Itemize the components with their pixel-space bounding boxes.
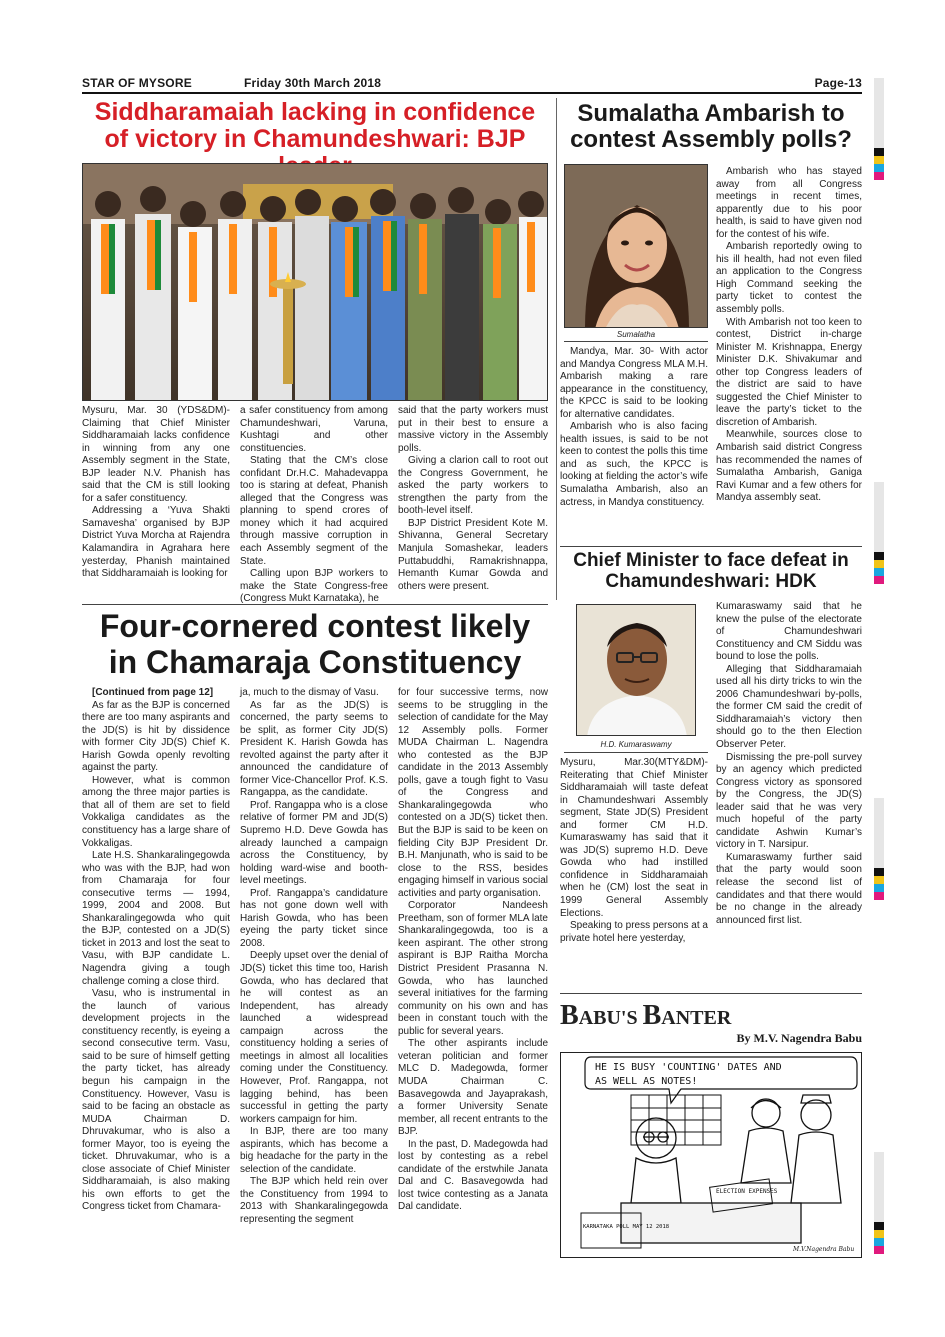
column-separator [556, 98, 557, 600]
story4-headline: Four-cornered contest likely in Chamaraja Constituency [99, 608, 531, 680]
paragraph: Kumaraswamy said that he knew the pulse of the electorate of Chamundeshwari Constituency and CM Siddu was bound to lose the polls. [716, 601, 862, 663]
paragraph: Prof. Rangappa’s candidature has not gone down well with Harish Gowda, who has been eyeing the party ticket since 2008. [240, 887, 388, 949]
paragraph: said that the party workers must put in their best to ensure a massive victory in the Assembly polls. [398, 405, 548, 454]
paragraph: Prof. Rangappa who is a close relative of former PM and JD(S) Supremo H.D. Deve Gowda has already launched a campaign across the Constituency, by holding ward-wise and booth-level meetings. [240, 799, 388, 887]
story4-col2 [240, 687, 388, 1227]
paragraph: Corporator Nandeesh Preetham, son of former MLA late Shankaralingegowda, too is a keen aspirant. The other strong aspirant is BJP Raitha Morcha District President Prasanna N. Gowda, who has launched several initiatives for the farming community on his own and has been in constant touch with the public for several years. [398, 900, 548, 1037]
story1-col3 [398, 405, 548, 593]
story4-col1 [82, 687, 230, 1214]
paragraph: Vasu, who is instrumental in the launch of various development projects in the constituency recently, is eyeing a second consecutive term. Vasu, said to be sure of himself getting the party ticket, has already begun his campaign in the Constituency. However, Vasu is said to be facing an obstacle as MUDA Chairman D. Dhruvakumar, who is also a former Mayor, too is eyeing the ticket. Dhruvakumar, who is a close associate of Chief Minister Siddharamaiah, is also making his own efforts to get the Congress ticket from Chamara- [82, 988, 230, 1213]
paragraph: ja, much to the dismay of Vasu. [240, 687, 379, 698]
story2-col-right [716, 166, 862, 505]
bjp-event-photo [82, 163, 548, 401]
paragraph: Giving a clarion call to root out the Congress Government, he asked the party workers to strengthen the party from the booth-level itself. [398, 455, 548, 517]
story-separator [560, 546, 862, 547]
page-number: Page-13 [814, 76, 862, 90]
story3-col-left [560, 757, 708, 945]
story3-headline: Chief Minister to face defeat in Chamundeshwari: HDK [573, 550, 849, 592]
sumalatha-portrait [565, 165, 708, 328]
caption-rule [564, 752, 708, 753]
paragraph: Mysuru, Mar. 30 (YDS&DM)- Claiming that Chief Minister Siddharamaiah lacks confidence in winning from any one Assembly segment in the State, BJP leader N.V. Phanish has said that the CM is still looking for a safer constituency. [82, 405, 230, 504]
kumaraswamy-photo [576, 604, 696, 736]
cartoon-box-label: ELECTION EXPENSES [716, 1188, 778, 1195]
banter-title [560, 1000, 731, 1032]
story3-col-right [716, 601, 862, 927]
paragraph: However, what is common among the three major parties is that all of them are set to field Vokkaliga candidates as the constituency has a large share of Vokkaligas. [82, 774, 230, 849]
paragraph: Late H.S. Shankaralingegowda who was with the BJP, had won from Chamaraja for four consecutive terms — 1994, 1999, 2004 and 2008. But Shankaralingegowda who quit the BJP, contested on a JD(S) ticket in 2013 and lost the seat to Vasu, with BJP candidate L. Nagendra giving a tough challenge coming a close third. [82, 850, 230, 987]
paragraph: Ambarish who is also facing health issues, is said to be not keen to contest the polls this time and as such, the KPCC is looking at fielding the actor’s wife Sumalatha Ambarish, also an actress, in Mandya constituency. [560, 421, 708, 508]
paragraph: Meanwhile, sources close to Ambarish said district Congress has recommended the names of Sumalatha Ambarish, Ganiga Ravi Kumar and a few others for Mandya assembly seat. [716, 429, 862, 504]
paragraph: Deeply upset over the denial of JD(S) ticket this time too, Harish Gowda, who has declared that he will contest as an Independent, has already launched a widespread campaign across the constituency holding a series of meetings in almost all localities coming under the Constituency. However, Prof. Rangappa, not lagging behind, has been successful in getting the party workers campaign for him. [240, 950, 388, 1125]
banter-byline: By M.V. Nagendra Babu [736, 1031, 862, 1045]
paragraph: Ambarish who has stayed away from all Congress meetings in recent times, apparently due to his poor health, is said to have given nod for the contest of his wife. [716, 166, 862, 240]
paragraph: In the past, D. Madegowda had lost by contesting as a rebel candidate of the erstwhile Janata Dal and C. Basavegowda had lost twice contesting as a Janata Dal candidate. [398, 1138, 548, 1213]
masthead [82, 74, 862, 94]
paragraph: Alleging that Siddharamaiah used all his dirty tricks to win the 2006 Chamundeshwari by-polls, the former CM said the credit of Siddharamaiah’s victory then should go to the then Election Observer Peter. [716, 663, 862, 751]
story-separator [560, 993, 862, 994]
paragraph: Mysuru, Mar.30(MTY&DM)- Reiterating that Chief Minister Siddharamaiah will taste defeat in Chamundeshwari Assembly segment, State JD(S) President and former CM H.D. Kumaraswamy has said that it was JD(S) supremo H.D. Deve Gowda who had instilled confidence in Siddharamaiah when he (CM) lost the seat in 1999 General Assembly Elections. [560, 757, 708, 919]
banter-title-initial: B [560, 1000, 579, 1031]
newspaper-name: STAR OF MYSORE [82, 76, 192, 90]
masthead-rule [82, 92, 862, 94]
paragraph: a safer constituency from among Chamundeshwari, Varuna, Kushtagi and other constituencies. [240, 405, 388, 454]
caption-rule [564, 341, 708, 342]
paragraph: for four successive terms, now seems to be struggling in the selection of candidate for the May 12 Assembly polls. Former MUDA Chairman L. Nagendra who contested as the BJP candidate in the 2013 Assembly polls, gave a tough fight to Vasu of the Congress and Shankaralingegowda who contested on a JD(S) ticket then. But the BJP is said to be keen on fielding City BJP President Dr. B.H. Manjunath, who is said to be close to the RSS, besides engaging himself in various social activities and party organisation. [398, 687, 548, 899]
registration-marks-3 [874, 798, 884, 900]
paragraph: Calling upon BJP workers to make the State Congress-free (Congress Mukt Karnataka), he [240, 568, 388, 605]
paragraph: As far as the BJP is concerned there are too many aspirants and the JD(S) is hit by dissidence with former City JD(S) Chief K. Harish Gowda openly revolting against the party. [82, 699, 230, 774]
cartoon-speech-line-1: HE IS BUSY 'COUNTING' DATES AND [595, 1062, 782, 1073]
sumalatha-caption: Sumalatha [616, 330, 656, 339]
registration-marks-2 [874, 482, 884, 584]
story1-headline: Siddharamaiah lacking in confidence of victory in Chamundeshwari: BJP [94, 98, 536, 153]
paragraph: Mandya, Mar. 30- With actor and Mandya Congress MLA M.H. Ambarish making a rare appearance in the constituency, the KPCC is said to be looking for alternative candidates. [560, 346, 708, 420]
paragraph: In BJP, there are too many aspirants, which has become a big headache for the party in the selection of the candidate. [240, 1126, 388, 1175]
bjp-event-illustration [83, 164, 548, 401]
story2-headline: Sumalatha Ambarish to contest Assembly polls? [570, 100, 852, 153]
paragraph: Speaking to press persons at a private hotel here yesterday, [560, 920, 708, 944]
paragraph: The other aspirants include veteran politician and former MLC D. Madegowda, former MUDA Chairman C. Basavegowda and Jayaprakash, a former University Senate member, all recent entrants to the BJP. [398, 1038, 548, 1138]
story1-col2 [240, 405, 388, 606]
paragraph: Stating that the CM’s close confidant Dr.H.C. Mahadevappa too is staring at defeat, Phanish alleged that the Congress was planning to spend crores of money which it had acquired through massive corruption in each Assembly segment of the State. [240, 455, 388, 567]
registration-marks-1 [874, 78, 884, 180]
sumalatha-photo [564, 164, 708, 328]
banter-title-initial: B [642, 1000, 662, 1031]
story1-col1 [82, 405, 230, 581]
cartoon-signature: M.V.Nagendra Babu [793, 1246, 855, 1253]
paragraph: With Ambarish not too keen to contest, District in-charge Minister M. Krishnappa, Energy Minister D.K. Shivakumar and other top Congress leaders of the district are said to have suggested the Chief Minister to leave the party’s ticket to the discretion of Ambarish. [716, 316, 862, 428]
kumaraswamy-portrait [577, 605, 696, 736]
cartoon-calendar-label: KARNATAKA POLL MAY 12 2018 [583, 1224, 670, 1230]
banter-title-part: ANTER [661, 1007, 732, 1029]
paragraph: Kumaraswamy further said that the party would soon release the second list of candidates and that there would be no change in the already announced first list. [716, 851, 862, 926]
paragraph: Addressing a ‘Yuva Shakti Samavesha’ organised by BJP District Yuva Morcha at Rajendra Kalamandira in Agrahara here yesterday, Phanish maintained that Siddharamaiah is looking for [82, 505, 230, 580]
story2-col-left [560, 346, 708, 509]
paragraph: As far as the JD(S) is concerned, the party seems to be split, as former City JD(S) President K. Harish Gowda has revolted against the party after it announced the candidature of former Vice-Chancellor Prof. K.S. Rangappa, as the candidate. [240, 699, 388, 799]
registration-marks-4 [874, 1152, 884, 1254]
story4-col3 [398, 687, 548, 1214]
continued-note: [Continued from page 12] [92, 687, 214, 698]
issue-date: Friday 30th March 2018 [244, 76, 382, 90]
paragraph: Ambarish reportedly owing to his ill health, had not even filed an application to the Congress High Command seeking the party ticket to contest the assembly polls. [716, 241, 862, 316]
cartoon-drawing [561, 1053, 862, 1258]
paragraph: Dismissing the pre-poll survey by an agency which predicted Congress victory as sponsored by the Congress, the JD(S) leader said that he was very much hopeful of the party candidate Ashwin Kumar’s victory in T. Narsipur. [716, 751, 862, 851]
paragraph: The BJP which held rein over the Constituency from 1994 to 2013 with Shankaralingegowda representing the segment [240, 1176, 388, 1225]
kumaraswamy-caption: H.D. Kumaraswamy [600, 740, 672, 749]
paragraph: BJP District President Kote M. Shivanna, General Secretary Manjula Somashekar, leaders Puttabuddhi, Ramakrishnappa, Hemanth Kumar Gowda and others were present. [398, 517, 548, 592]
banter-cartoon [560, 1052, 862, 1258]
story-separator [82, 604, 548, 605]
banter-title-part: ABU'S [578, 1007, 643, 1029]
cartoon-speech-line-2: AS WELL AS NOTES! [595, 1076, 698, 1087]
